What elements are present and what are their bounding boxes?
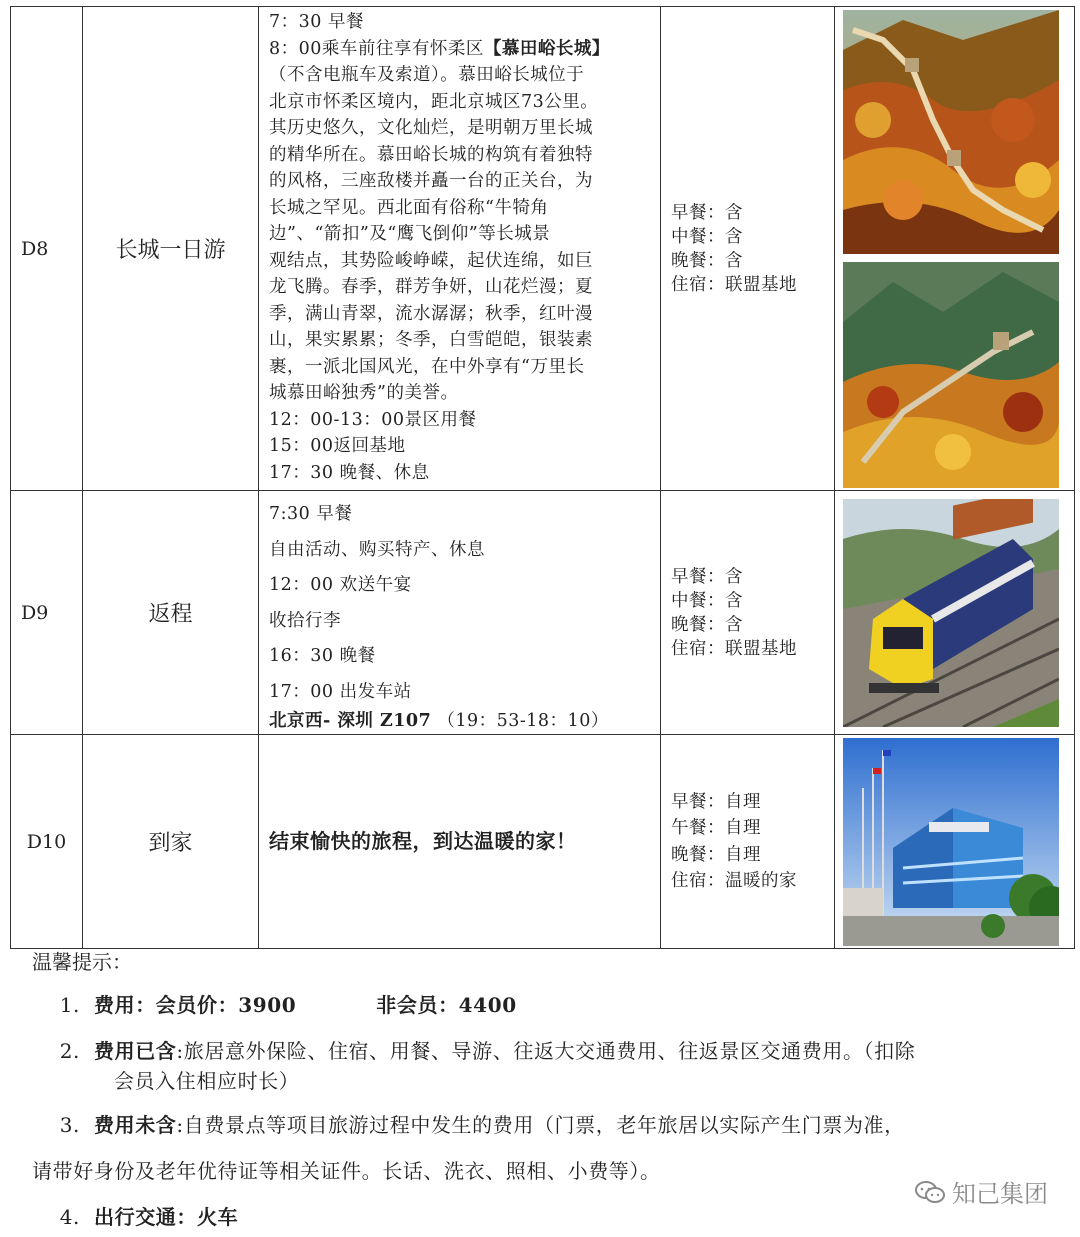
schedule-line: 8：00乘车前往享有怀柔区【慕田峪长城】 [269,38,610,59]
meal-breakfast: 早餐：含 [671,202,743,223]
schedule-line: 山，果实累累；冬季，白雪皑皑，银装素 [269,330,593,350]
schedule-line: 的精华所在。慕田峪长城的构筑有着独特 [269,144,593,165]
great-wall-autumn-photo [843,10,1059,254]
watermark-text: 知己集团 [952,1180,1048,1208]
lodging: 住宿：联盟基地 [671,274,797,295]
schedule-line: 收拾行李 [269,610,341,631]
transport-text: 出行交通：火车 [94,1205,239,1229]
meal-dinner: 晚餐：自理 [671,844,761,865]
schedule-cell [259,7,661,491]
train-photo [843,499,1059,727]
meal-lunch: 中餐：含 [671,226,743,247]
table-row [11,491,1075,735]
tip-text: 会员入住相应时长） [114,1069,300,1093]
day-title: 长城一日游 [83,7,259,491]
tip-text: :自费景点等项目旅游过程中发生的费用（门票，老年旅居以实际产生门票为准， [176,1113,905,1137]
meal-dinner: 晚餐：含 [671,614,743,635]
schedule-line: 龙飞腾。春季，群芳争妍，山花烂漫；夏 [269,277,593,297]
schedule-line: 7:30 早餐 [269,504,353,524]
lodging: 住宿：温暖的家 [671,871,797,891]
watermark [914,1174,1048,1209]
schedule-line: 其历史悠久，文化灿烂，是明朝万里长城 [269,118,593,138]
schedule-line: 北京市怀柔区境内，距北京城区73公里。 [269,91,599,112]
meals-cell [661,491,835,735]
schedule-line: 长城之罕见。西北面有俗称“牛犄角 [269,197,549,218]
tips-title: 温馨提示： [32,950,132,974]
meal-breakfast: 早餐：自理 [671,791,761,812]
nonmember-price: 非会员：4400 [376,993,517,1017]
schedule-line: 观结点，其势险峻峥嵘，起伏连绵，如巨 [269,250,593,271]
tip-included [44,1036,1054,1096]
train-route: 北京西- 深圳 Z107 [269,711,432,731]
tip-label: 费用已含 [94,1039,177,1063]
schedule-line: 16：30 晚餐 [269,646,376,666]
meals-cell [661,7,835,491]
schedule-cell [259,735,661,949]
day-label: D9 [11,491,83,735]
member-price: 费用：会员价：3900 [94,993,297,1017]
lodging: 住宿：联盟基地 [671,638,797,659]
schedule-line: 结束愉快的旅程，到达温暖的家！ [269,829,577,854]
tip-excluded [44,1110,1044,1140]
table-row [11,735,1075,949]
meals-cell [661,735,835,949]
tip-number: 1. [59,993,80,1017]
tip-fee [44,990,517,1020]
wechat-icon [914,1180,946,1204]
schedule-line: 15：00返回基地 [269,436,406,456]
attraction-name: 【慕田峪长城】 [483,38,610,59]
image-cell [835,735,1075,949]
image-cell [835,491,1075,735]
image-cell [835,7,1075,491]
day-label: D8 [11,7,83,491]
tip-transport [44,1202,238,1232]
great-wall-mountains-photo [843,262,1059,488]
schedule-line: 季，满山青翠，流水潺潺；秋季，红叶漫 [269,303,593,324]
schedule-line: 17：30 晚餐、休息 [269,462,430,483]
day-title: 到家 [83,735,259,949]
schedule-line [269,710,652,732]
day-label: D10 [11,735,83,949]
table-row [11,7,1075,491]
schedule-line: 12：00 欢送午宴 [269,575,412,595]
schedule-cell [259,491,661,735]
day-title: 返程 [83,491,259,735]
tip-excluded-continued: 请带好身份及老年优待证等相关证件。长话、洗衣、照相、小费等）。 [32,1159,661,1183]
tip-number: 3. [59,1113,80,1137]
tip-number: 2. [59,1039,80,1063]
schedule-line: 边”、“箭扣”及“鹰飞倒仰”等长城景 [269,224,551,244]
meal-lunch: 中餐：含 [671,590,743,611]
schedule-line: 17：00 出发车站 [269,681,412,702]
meal-breakfast: 早餐：含 [671,566,743,587]
schedule-line: 12：00-13：00景区用餐 [269,409,477,430]
itinerary-table [10,6,1075,949]
meal-lunch: 午餐：自理 [671,818,761,838]
train-time: （19：53-18：10） [437,711,609,731]
schedule-line: 7：30 早餐 [269,12,364,32]
schedule-line: 自由活动、购买特产、休息 [269,539,485,560]
schedule-line: 的风格，三座敌楼并矗一台的正关台，为 [269,171,593,191]
schedule-line: 裹，一派北国风光，在中外享有“万里长 [269,356,585,377]
tip-number: 4. [59,1205,80,1229]
meal-dinner: 晚餐：含 [671,250,743,271]
tip-label: 费用未含 [94,1113,177,1137]
schedule-line: （不含电瓶车及索道）。慕田峪长城位于 [269,65,585,85]
building-photo [843,738,1059,946]
schedule-line: 城慕田峪独秀”的美誉。 [269,383,459,403]
tip-text: :旅居意外保险、住宿、用餐、导游、往返大交通费用、往返景区交通费用。（扣除 [176,1039,916,1063]
